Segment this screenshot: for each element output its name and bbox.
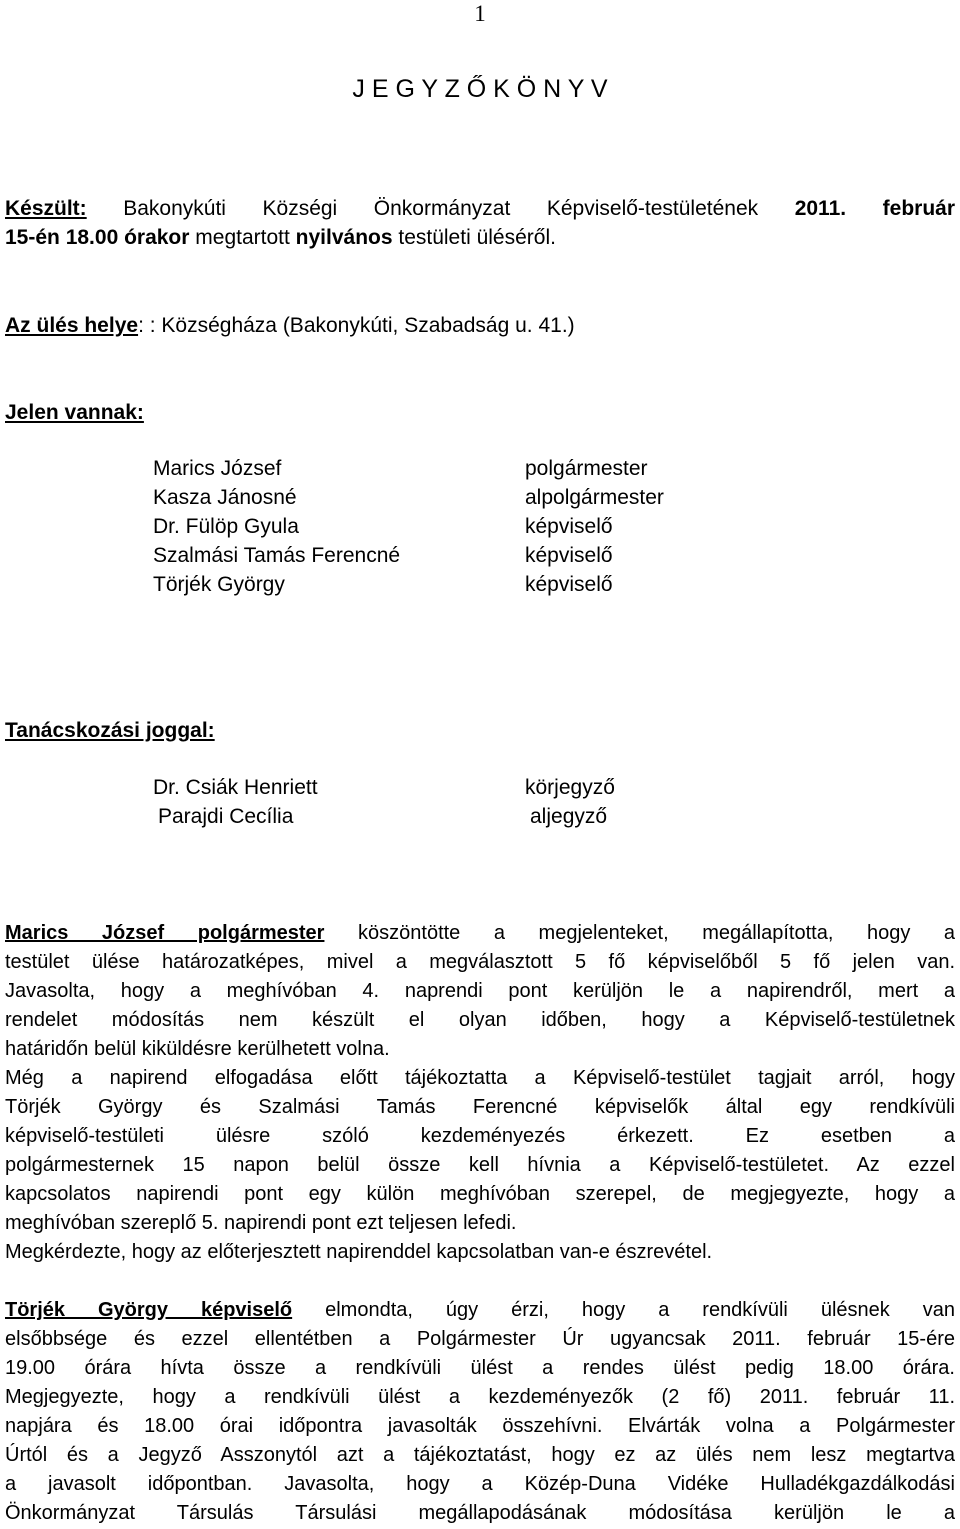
location-label: Az ülés helye [5,314,139,337]
present-role: képviselő [525,515,613,538]
paragraph-line: polgármesternek 15 napon belül össze kell hívnia a Képviselő-testületet. Az ezzel [5,1154,955,1176]
advisory-label: Tanácskozási joggal: [5,719,215,742]
paragraph-line: elsőbbsége és ezzel ellentétben a Polgármester Úr ugyancsak 2011. február 15-ére [5,1328,955,1350]
present-role: képviselő [525,544,613,567]
intro-line-1 [5,194,955,223]
paragraph-line: napjára és 18.00 órai időpontra javasolták összehívni. Elvárták volna a Polgármester [5,1415,955,1437]
paragraph-line: Törjék György képviselő elmondta, úgy érzi, hogy a rendkívüli ülésnek van [5,1299,955,1321]
present-name: Dr. Fülöp Gyula [153,515,299,538]
present-name: Marics József [153,457,282,480]
present-heading [5,398,955,427]
paragraph-2 [5,1296,955,1528]
document-title: J E G Y Z Ő K Ö N Y V [352,75,608,103]
paragraph-line: Marics József polgármester köszöntötte a megjelenteket, megállapította, hogy a [5,922,955,944]
intro-time: 15-én 18.00 órakor [5,226,190,249]
paragraph-line: Megkérdezte, hogy az előterjesztett napirenddel kapcsolatban van-e észrevétel. [5,1241,713,1263]
advisory-role: körjegyző [525,776,615,799]
advisory-heading [5,716,955,745]
intro-date: 2011. február [794,197,955,220]
paragraph-line: Még a napirend elfogadása előtt tájékoztatta a Képviselő-testület tagjait arról, hogy [5,1067,955,1089]
present-role: alpolgármester [525,486,664,509]
speaker-name: Törjék György képviselő [5,1299,293,1321]
intro-text-2: megtartott [189,226,296,249]
location-line [5,311,955,340]
paragraph-line: testület ülése határozatképes, mivel a megválasztott 5 fő képviselőből 5 fő jelen van. [5,951,955,973]
speaker-name: Marics József polgármester [5,922,325,944]
paragraph-line: Törjék György és Szalmási Tamás Ferencné képviselők által egy rendkívüli [5,1096,955,1118]
present-label: Jelen vannak: [5,401,144,424]
paragraph-1 [5,919,955,1267]
paragraph-line: képviselő-testületi ülésre szóló kezdeményezés érkezett. Ez esetben a [5,1125,955,1147]
present-name: Szalmási Tamás Ferencné [153,544,401,567]
advisory-role: aljegyző [530,805,608,828]
paragraph-line: meghívóban szereplő 5. napirendi pont ezt teljesen lefedi. [5,1212,517,1234]
intro-text-3: testületi üléséről. [392,226,556,249]
intro-line-2 [5,223,955,252]
paragraph-line: 19.00 órára hívta össze a rendkívüli ülést a rendes ülést pedig 18.00 órára. [5,1357,955,1379]
advisory-name: Parajdi Cecília [158,805,294,828]
intro-text-1: Bakonykúti Községi Önkormányzat Képviselő-testületének [86,197,795,220]
paragraph-line: kapcsolatos napirendi pont egy külön meghívóban szerepel, de megjegyezte, hogy a [5,1183,955,1205]
present-role: polgármester [525,457,648,480]
present-role: képviselő [525,573,613,596]
present-name: Törjék György [153,573,285,596]
present-name: Kasza Jánosné [153,486,297,509]
page-number: 1 [474,1,486,26]
intro-label: Készült: [5,197,87,220]
paragraph-line: Megjegyezte, hogy a rendkívüli ülést a kezdeményezők (2 fő) 2011. február 11. [5,1386,955,1408]
paragraph-line: Önkormányzat Társulás Társulási megállapodásának módosítása kerüljön le a [5,1502,955,1524]
advisory-name: Dr. Csiák Henriett [153,776,318,799]
paragraph-line: rendelet módosítás nem készült el olyan időben, hogy a Képviselő-testületnek [5,1009,955,1031]
paragraph-line: határidőn belül kiküldésre kerülhetett volna. [5,1038,390,1060]
location-text: : : Községháza (Bakonykúti, Szabadság u. 41.) [138,314,575,337]
paragraph-line: Javasolta, hogy a meghívóban 4. naprendi pont kerüljön le a napirendről, mert a [5,980,955,1002]
paragraph-line: Úrtól és a Jegyző Asszonytól azt a tájékoztatást, hogy ez az ülés nem lesz megtartva [5,1444,955,1466]
intro-public: nyilvános [295,226,393,249]
paragraph-line: a javasolt időpontban. Javasolta, hogy a Közép-Duna Vidéke Hulladékgazdálkodási [5,1473,955,1495]
